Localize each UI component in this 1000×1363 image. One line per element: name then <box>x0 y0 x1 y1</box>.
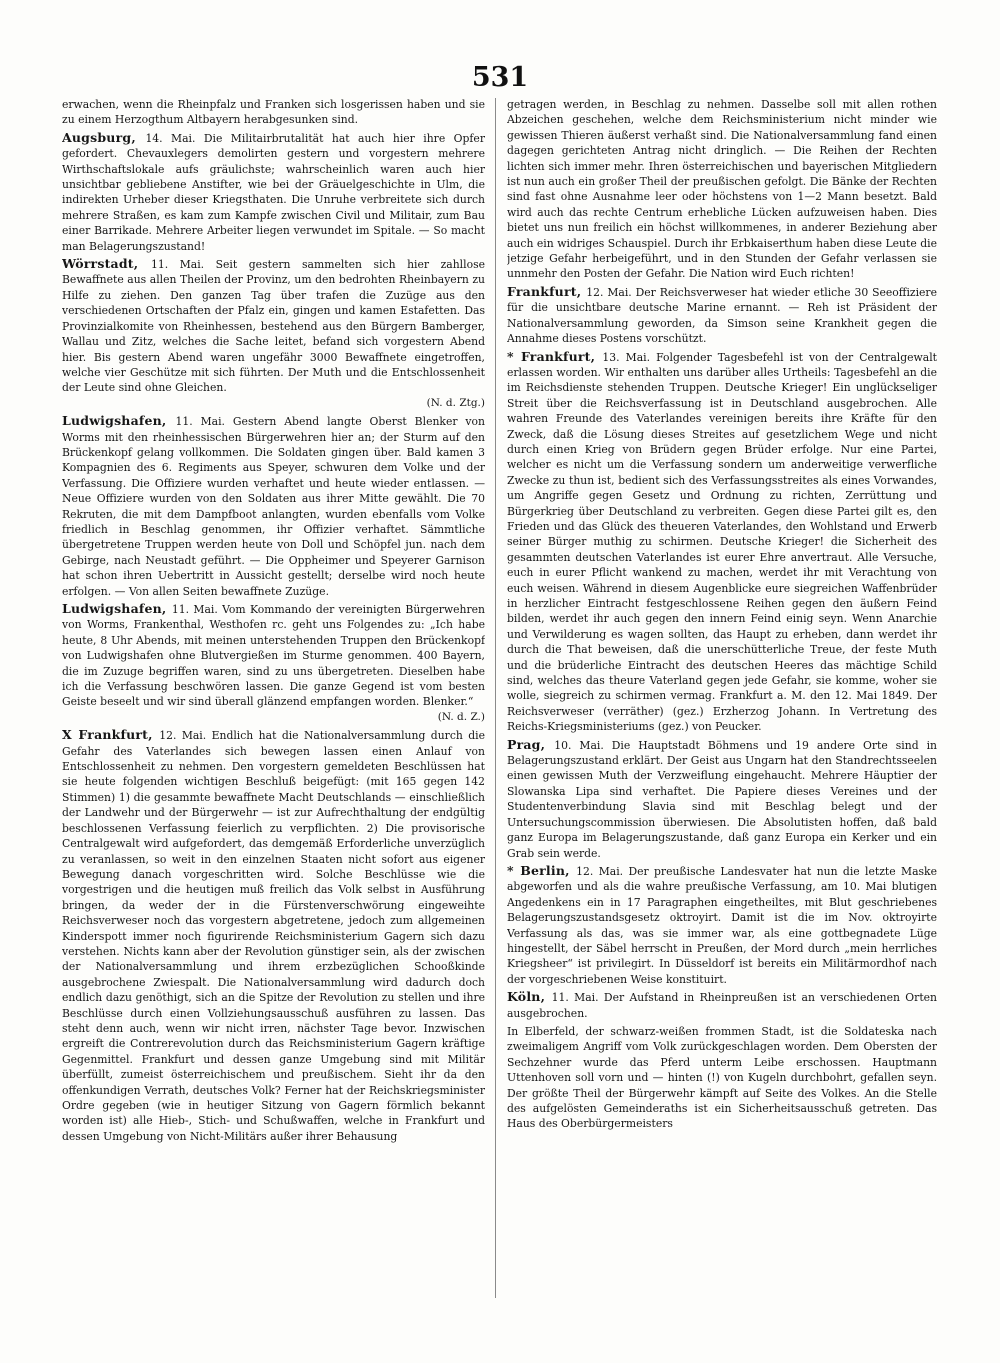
article-paragraph <box>62 256 485 411</box>
article-text: 11. Mai. Vom Kommando der vereinigten Bürgerwehren von Worms, Frankenthal, Westhofen rc. geht uns Folgendes zu: „Ich habe heute, 8 Uhr Abends, mit meinen unterstehenden Truppen den Brückenkopf von Ludwigshafen ohne Blutvergießen im Sturme genommen. 400 Bayern, die im Zuzuge begriffen waren, sind zu uns übergetreten. Dieselben habe ich die Verfassung beschwören lassen. Die ganze Gegend ist vom besten Geiste beseelt und wir sind überall glänzend empfangen worden. Blenker.“ <box>62 603 485 709</box>
article-dateline: Frankfurt, <box>507 283 587 299</box>
column-divider <box>495 98 496 1298</box>
article-dateline: Ludwigshafen, <box>62 413 176 429</box>
article-text: 13. Mai. Folgender Tagesbefehl ist von der Centralgewalt erlassen worden. Wir enthalten uns darüber alles Urtheils: Tagesbefehl an die im Reichsdienste stehenden Truppen. Deutsche Krieger! Ein unglückseliger Streit über die Reichsverfassung ist in Deutschland ausgebrochen. Alle wahren Freunde des Vaterlandes vereinigen bereits ihre Kräfte für den Zweck, daß die Lösung dieses Streites auf gesetzlichem Wege und nicht durch einen Krieg von Brüdern gegen Brüder erfolge. Nur eine Partei, welcher es nicht um die Verfassung sondern um anderweitige verwerfliche Zwecke zu thun ist, bedient sich des Verfassungsstreites als eines Vorwandes, um Angriffe gegen Gesetz und Ordnung zu richten, Zerrüttung und Bürgerkrieg über Deutschland zu verbreiten. Gegen diese Partei gilt es, den Frieden und das Glück des theueren Vaterlandes, den Wohlstand und Erwerb seiner Bürger muthig zu schirmen. Deutsche Krieger! die Sicherheit des gesammten deutschen Vaterlandes ist eurer Ehre anvertraut. Alle Versuche, euch in eurer Pflicht wankend zu machen, werdet ihr mit Verachtung von euch weisen. Während in diesem Augenblicke eure siegreichen Waffenbrüder in herzlicher Eintracht festgeschlossene Reihen gegen den äußern Feind bilden, werdet ihr auch gegen den innern Feind einig seyn. Wenn Anarchie und Verwilderung es wagen sollten, das Haupt zu erheben, dann werdet ihr durch die That beweisen, daß die unerschütterliche Treue, der feste Muth und die brüderliche Eintracht des deutschen Heeres das mächtige Schild sind, welches das theure Vaterland gegen jede Gefahr, sie komme, woher sie wolle, siegreich zu schirmen vermag. Frankfurt a. M. den 12. Mai 1849. Der Reichsverweser (verräther) (gez.) Erzherzog Johann. In Vertretung des Reichs-Kriegsministeriums (gez.) von Peucker. <box>507 350 937 734</box>
article-text: 10. Mai. Die Hauptstadt Böhmens und 19 andere Orte sind in Belagerungszustand erklärt. Der Geist aus Ungarn hat den Standrechtsseelen einen gewissen Muth der Verzweiflung eingehaucht. Mehrere Häuptier der Slowanska Lipa sind verhaftet. Die Papiere dieses Vereines und der Studentenverbindung Slavia sind mit Beschlag belegt und der Untersuchungscommission überwiesen. Die Absolutisten hoffen, daß bald ganz Europa im Belagerungszustande, daß ganz Europa ein Kerker und ein Grab sein werde. <box>507 738 937 860</box>
left-column <box>62 96 485 1306</box>
article-paragraph <box>62 130 485 254</box>
article-dateline: Prag, <box>507 736 555 752</box>
article-paragraph <box>507 284 937 347</box>
right-column <box>507 96 937 1306</box>
article-paragraph <box>507 349 937 735</box>
article-source: (N. d. Ztg.) <box>426 396 485 409</box>
article-paragraph <box>62 413 485 599</box>
article-text: 14. Mai. Die Militairbrutalität hat auch hier ihre Opfer gefordert. Chevauxlegers demolirten gestern und vorgestern mehrere Wirthschaftslokale aufs gräulichste; wahrscheinlich waren auch hier unsichtbar gebliebene Anstifter, wie bei der Gräuelgeschichte in Ulm, die indirekten Urheber dieser Kriegsthaten. Die Unruhe verbreitete sich durch mehrere Straßen, es kam zum Kampfe zwischen Civil und Militair, zum Bau einer Barrikade. Mehrere Arbeiter liegen verwundet im Spitale. — So macht man Belagerungszustand! <box>62 131 485 253</box>
article-dateline: X Frankfurt, <box>62 727 160 743</box>
article-text: 12. Mai. Der Reichsverweser hat wieder etliche 30 Seeoffiziere für die unsichtbare deutsche Marine ernannt. — Reh ist Präsident der Nationalversammlung geworden, da Simson seine Krankheit gegen die Annahme dieses Postens vorschützt. <box>507 285 937 346</box>
article-dateline: * Frankfurt, <box>507 348 603 364</box>
article-dateline: Augsburg, <box>62 129 146 145</box>
article-dateline: Köln, <box>507 989 552 1005</box>
article-text: 12. Mai. Der preußische Landesvater hat nun die letzte Maske abgeworfen und als die wahre preußische Verfassung, am 10. Mai blutigen Angedenkens ein in 17 Paragraphen eingetheiltes, mit Blut geschriebenes Belagerungszustandsgesetz oktroyirt. Damit ist die im Nov. oktroyirte Verfassung als das, was sie immer war, als eine gottbegnadete Lüge hingestellt, der Säbel herrscht in Preußen, der Mord durch „mein herrliches Kriegsheer“ ist privilegirt. In Düsseldorf ist bereits ein Militärmordhof nach der vorgeschriebenen Weise konstituirt. <box>507 864 937 986</box>
article-dateline: Wörrstadt, <box>62 256 151 272</box>
page-number: 531 <box>471 62 529 93</box>
article-paragraph <box>507 989 937 1021</box>
article-text: 11. Mai. Gestern Abend langte Oberst Blenker von Worms mit den rheinhessischen Bürgerwehren hier an; der Sturm auf den Brückenkopf gelang vollkommen. Die Soldaten gingen über. Bald kamen 3 Kompagnien des 6. Regiments aus Speyer, schwuren dem Volke und der Verfassung. Die Offiziere wurden verhaftet und heute wieder entlassen. — Neue Offiziere wurden von den Soldaten aus ihrer Mitte gewählt. Die 70 Rekruten, die mit dem Dampfboot anlangten, wurden ebenfalls vom Volke friedlich in Beschlag genommen, ihr Offizier verhaftet. Sämmtliche übergetretene Truppen werden heute von Doll und Schöpfel jun. nach dem Gebirge, nach Neustadt geführt. — Die Oppheimer und Speyerer Garnison hat schon ihren Uebertritt in Aussicht gestellt; derselbe wird noch heute erfolgen. — Von allen Seiten bewaffnete Zuzüge. <box>62 415 485 598</box>
article-dateline: * Berlin, <box>507 862 577 878</box>
article-text: 11. Mai. Seit gestern sammelten sich hier zahllose Bewaffnete aus allen Theilen der Provinz, um den bedrohten Rheinbayern zu Hilfe zu ziehen. Den ganzen Tag über trafen die Zuzüge aus den verschiedenen Ortschaften der Pfalz ein, gingen und kamen Estafetten. Das Provinzialkomite von Rheinhessen, bestehend aus den Bürgern Bamberger, Wallau und Zitz, welches die Sache leitet, befand sich vorgestern Abend hier. Bis gestern Abend waren ungefähr 3000 Bewaffnete eingetroffen, welche vier Geschütze mit sich führten. Der Muth und die Entschlossenheit der Leute sind ohne Gleichen. <box>62 258 485 395</box>
article-paragraph <box>62 727 485 1144</box>
article-paragraph <box>507 1023 937 1132</box>
article-paragraph <box>62 601 485 725</box>
article-text: In Elberfeld, der schwarz-weißen frommen Stadt, ist die Soldateska nach zweimaligem Angriff vom Volk zurückgeschlagen worden. Dem Obersten der Sechzehner wurde das Pferd unterm Leibe erschossen. Hauptmann Uttenhoven soll vorn und — hinten (!) von Kugeln durchbohrt, gefallen seyn. Der größte Theil der Bürgerwehr kämpft auf Seite des Volkes. An die Stelle des aufgelösten Gemeinderaths ist ein Sicherheitsausschuß getreten. Das Haus des Oberbürgermeisters <box>507 1024 937 1131</box>
article-dateline: Ludwigshafen, <box>62 601 172 616</box>
article-source: (N. d. Z.) <box>437 710 485 723</box>
article-text: erwachen, wenn die Rheinpfalz und Franken sich losgerissen haben und sie zu einem Herzogthum Altbayern herabgesunken sind. <box>62 98 485 127</box>
article-paragraph <box>507 737 937 861</box>
article-paragraph <box>507 96 937 282</box>
article-text: 12. Mai. Endlich hat die Nationalversammlung durch die Gefahr des Vaterlandes sich bewegen lassen einen Anlauf von Entschlossenheit zu nehmen. Den vorgestern gemeldeten Beschlüssen hat sie heute folgenden wichtigen Beschluß beigefügt: (mit 165 gegen 142 Stimmen) 1) die gesammte bewaffnete Macht Deutschlands — einschließlich der Landwehr und der Bürgerwehr — ist zur Aufrechthaltung der endgültig beschlossenen Verfassung feierlich zu verpflichten. 2) Die provisorische Centralgewalt wird aufgefordert, das demgemäß Erforderliche unverzüglich zu veranlassen, so weit in den einzelnen Staaten nicht sofort aus eigener Bewegung danach vorgeschritten wird. Solche Beschlüsse wie die vorgestrigen und die heutigen muß freilich das Volk selbst in Ausführung bringen, da weder der in die Fürstenverschwörung eingeweihte Reichsverweser noch das vorgestern abgetretene, jedoch zum allgemeinen Kinderspott immer noch figurirende Reichsministerium Gagern sich dazu verstehen. Nichts kann aber der Revolution günstiger sein, als der zwischen der Nationalversammlung und ihrem erzbezüglichen Schooßkinde ausgebrochene Zwiespalt. Die Nationalversammlung wird dadurch doch endlich dazu genöthigt, sich an die Spitze der Revolution zu stellen und ihre Beschlüsse durch einen Vollziehungsausschuß ausführen zu lassen. Das steht denn auch, wenn wir nicht irren, nächster Tage bevor. Inzwischen ergreift die Contrerevolution durch das Reichsministerium Gagern kräftige Gegenmittel. Frankfurt und dessen ganze Umgebung sind mit Militär überfüllt, zumeist österreichischem und preußischem. Sieht ihr da den offenkundigen Verrath, deutsches Volk? Ferner hat der Reichskriegsminister Ordre gegeben (wie in heutiger Sitzung von Gagern förmlich bekannt worden ist) alle Hieb-, Stich- und Schußwaffen, welche in Frankfurt und dessen Umgebung von Nicht-Militärs außer ihrer Behausung <box>62 729 485 1143</box>
article-paragraph <box>62 96 485 128</box>
article-paragraph <box>507 863 937 987</box>
article-text: 11. Mai. Der Aufstand in Rheinpreußen ist an verschiedenen Orten ausgebrochen. <box>507 991 937 1020</box>
article-text: getragen werden, in Beschlag zu nehmen. Dasselbe soll mit allen rothen Abzeichen geschehen, welche dem Reichsministerium nicht minder wie gewissen Thieren äußerst verhaßt sind. Die Nationalversammlung fand einen dagegen gerichteten Antrag nicht dringlich. — Die Reihen der Rechten lichten sich immer mehr. Ihren österreichischen und bayerischen Mitgliedern ist nun auch ein großer Theil der preußischen gefolgt. Die Bänke der Rechten sind fast ohne Ausnahme leer oder höchstens von 1—2 Mann besetzt. Bald wird auch das rechte Centrum erhebliche Lücken aufzuweisen haben. Dies bietet uns nun freilich ein höchst willkommenes, in anderer Beziehung aber auch ein widriges Schauspiel. Durch ihr Erbkaiserthum haben diese Leute die jetzige Gefahr herbeigeführt, und in den Stunden der Gefahr verlassen sie unnmehr den Posten der Gefahr. Die Nation wird Euch richten! <box>507 98 937 281</box>
